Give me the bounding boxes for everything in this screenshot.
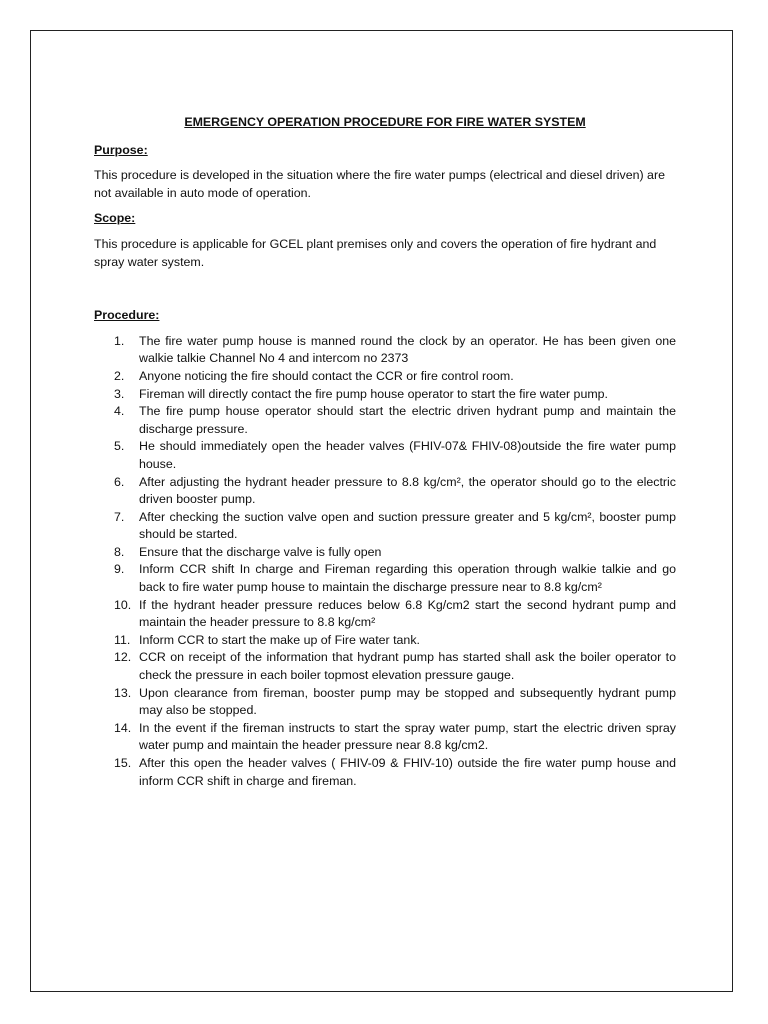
step-text: Inform CCR shift In charge and Fireman regarding this operation through walkie talkie and go back to fire water pump house to maintain the discharge pressure near to 8.8 kg/cm² xyxy=(139,562,676,595)
section-spacer xyxy=(94,279,676,307)
step-text: The fire water pump house is manned round the clock by an operator. He has been given one walkie talkie Channel No 4 and intercom no 2373 xyxy=(139,333,676,366)
procedure-step xyxy=(94,474,676,509)
procedure-step xyxy=(94,597,676,632)
step-text: CCR on receipt of the information that hydrant pump has started shall ask the boiler operator to check the pressure in each boiler topmost elevation pressure gauge. xyxy=(139,650,676,683)
step-text: Inform CCR to start the make up of Fire water tank. xyxy=(139,632,420,647)
step-number: 13. xyxy=(114,685,132,700)
procedure-step xyxy=(94,561,676,596)
procedure-step xyxy=(94,544,676,562)
step-number: 5. xyxy=(114,439,125,454)
procedure-step xyxy=(94,438,676,473)
scope-heading: Scope: xyxy=(94,211,136,226)
procedure-step xyxy=(94,632,676,650)
step-number: 4. xyxy=(114,404,125,419)
procedure-steps xyxy=(94,333,676,790)
step-text: The fire pump house operator should start the electric driven hydrant pump and maintain the discharge pressure. xyxy=(139,404,676,436)
procedure-step xyxy=(94,720,676,755)
step-text: After adjusting the hydrant header pressure to 8.8 kg/cm², the operator should go to the electric driven booster pump. xyxy=(139,474,676,507)
step-text: After checking the suction valve open and suction pressure greater and 5 kg/cm², booster pump should be started. xyxy=(139,509,676,542)
step-number: 14. xyxy=(114,720,132,735)
step-number: 15. xyxy=(114,756,132,770)
procedure-heading: Procedure: xyxy=(94,308,160,323)
step-text: Upon clearance from fireman, booster pump may be stopped and subsequently hydrant pump may also be stopped. xyxy=(139,685,676,718)
purpose-heading: Purpose: xyxy=(94,142,148,157)
step-number: 2. xyxy=(114,368,125,383)
step-text: Fireman will directly contact the fire pump house operator to start the fire water pump. xyxy=(139,386,608,401)
step-number: 1. xyxy=(114,333,125,348)
procedure-step xyxy=(94,368,676,386)
procedure-step xyxy=(94,333,676,368)
procedure-step xyxy=(94,649,676,684)
procedure-step xyxy=(94,509,676,544)
step-number: 7. xyxy=(114,509,125,524)
procedure-step xyxy=(94,386,676,404)
step-number: 11. xyxy=(114,632,131,647)
procedure-step xyxy=(94,403,676,438)
procedure-step xyxy=(94,685,676,720)
procedure-step xyxy=(94,755,676,790)
purpose-text: This procedure is developed in the situation where the fire water pumps (electrical and diesel driven) are not available in auto mode of operation. xyxy=(94,168,665,200)
step-number: 3. xyxy=(114,386,125,401)
step-text: He should immediately open the header valves (FHIV-07& FHIV-08)outside the fire water pump house. xyxy=(139,439,676,471)
scope-text: This procedure is applicable for GCEL plant premises only and covers the operation of fire hydrant and spray water system. xyxy=(94,236,657,269)
step-number: 6. xyxy=(114,474,125,489)
document-title: EMERGENCY OPERATION PROCEDURE FOR FIRE WATER SYSTEM xyxy=(184,115,586,129)
step-text: Anyone noticing the fire should contact the CCR or fire control room. xyxy=(139,368,514,383)
step-number: 9. xyxy=(114,562,125,577)
step-text: Ensure that the discharge valve is fully open xyxy=(139,544,382,559)
document-body xyxy=(94,114,676,790)
step-number: 8. xyxy=(114,544,125,559)
step-text: If the hydrant header pressure reduces below 6.8 Kg/cm2 start the second hydrant pump and maintain the header pressure to 8.8 kg/cm² xyxy=(139,597,676,630)
step-number: 10. xyxy=(114,597,132,612)
step-text: In the event if the fireman instructs to start the spray water pump, start the electric driven spray water pump and maintain the header pressure near 8.8 kg/cm2. xyxy=(139,720,676,753)
step-number: 12. xyxy=(114,650,132,665)
step-text: After this open the header valves ( FHIV-09 & FHIV-10) outside the fire water pump house and inform CCR shift in charge and fireman. xyxy=(139,756,676,788)
